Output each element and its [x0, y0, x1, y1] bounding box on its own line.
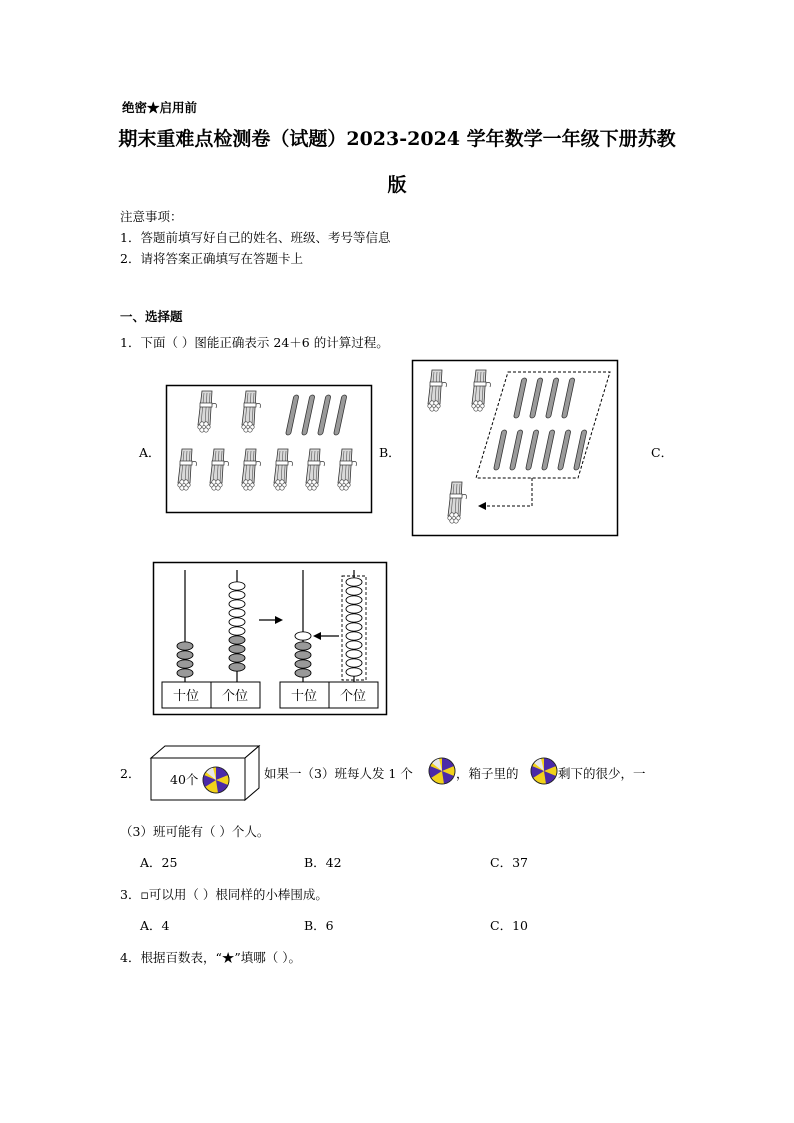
question-3-stem: 3．▫可以用（ ）根同样的小棒围成。 — [120, 887, 328, 902]
notes-heading: 注意事项： — [120, 209, 183, 224]
box-label: 40个 — [170, 772, 199, 787]
question-2-text-3: 剩下的很少，一 — [558, 766, 646, 781]
question-2-number: 2． — [120, 766, 141, 781]
option-b-regrouping-figure — [412, 360, 618, 536]
option-a-sticks-figure — [166, 385, 372, 513]
q2-option-c[interactable]: C．37 — [490, 855, 528, 870]
abacus-label-ones: 个位 — [339, 689, 367, 704]
q2-option-b[interactable]: B．42 — [304, 855, 342, 870]
question-4-stem: 4．根据百数表，“★”填哪（ ）。 — [120, 950, 301, 965]
question-2-text-line2: （3）班可能有（ ）个人。 — [120, 824, 270, 839]
q2-option-a[interactable]: A．25 — [140, 855, 178, 870]
abacus-label-ones: 个位 — [221, 689, 249, 704]
ball-icon — [530, 757, 558, 785]
abacus-label-tens: 十位 — [172, 689, 200, 704]
notes-block — [120, 206, 390, 269]
option-b-label: B． — [379, 445, 401, 460]
question-2-text-2: ，箱子里的 — [456, 766, 519, 781]
option-c-abacus-figure — [153, 562, 387, 715]
ball-box-figure — [148, 744, 262, 802]
ball-icon — [428, 757, 456, 785]
notes-item: 2．请将答案正确填写在答题卡上 — [120, 251, 303, 266]
q3-option-b[interactable]: B．6 — [304, 918, 334, 933]
section-heading-choice: 一、选择题 — [120, 309, 183, 324]
exam-title: 期末重难点检测卷（试题）2023-2024 学年数学一年级下册苏教 — [118, 128, 676, 150]
question-1-stem: 1．下面（ ）图能正确表示 24＋6 的计算过程。 — [120, 335, 389, 350]
abacus-label-tens: 十位 — [290, 689, 318, 704]
secret-mark: 绝密★启用前 — [122, 100, 198, 115]
option-c-label: C． — [651, 445, 674, 460]
notes-item: 1．答题前填写好自己的姓名、班级、考号等信息 — [120, 230, 391, 245]
q3-option-c[interactable]: C．10 — [490, 918, 528, 933]
exam-title-continued: 版 — [387, 174, 407, 196]
q3-option-a[interactable]: A．4 — [140, 918, 170, 933]
question-2-text-1: 如果一（3）班每人发 1 个 — [264, 766, 413, 781]
option-a-label: A． — [139, 445, 161, 460]
